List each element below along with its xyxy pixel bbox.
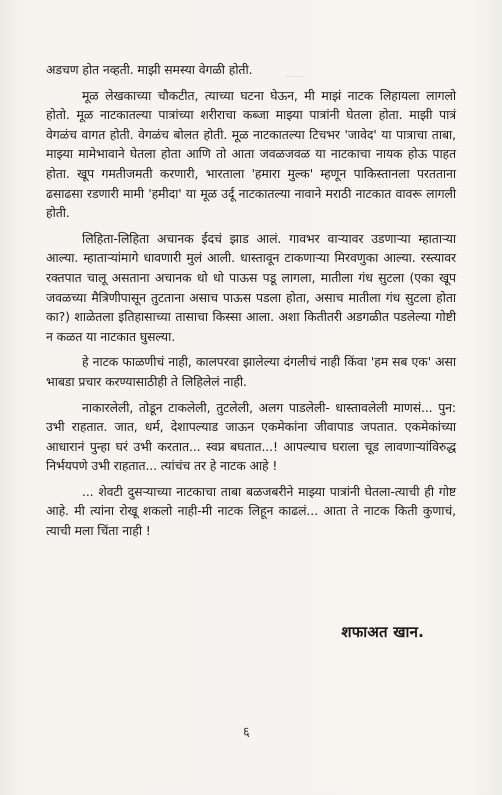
paragraph-1: अडचण होत नव्हती. माझी समस्या वेगळी होती. [46,62,253,77]
paragraph-6: ... शेवटी दुसऱ्याच्या नाटकाचा ताबा बळजबरीने माझ्या पात्रांनी घेतला-त्याची ही गोष्ट आहे. मी त्यांना रोखू शकलो नाही-मी नाटक लिहून काढलं... आता ते नाटक किती कुणाचं, त्याची मला चिंता नाही ! [46,483,456,539]
paragraph-5: नाकारलेली, तोडून टाकलेली, तुटलेली, अलग पाडलेली- धास्तावलेली माणसं... पुन: उभी राहतात. जात, धर्म, देशापल्याड जाऊन एकमेकांना जीवापाड जपतात. एकमेकांच्या आधारानं पुन्हा घरं उभी करतात... स्वप्न बघतात...! आपल्याच घराला चूड लावणाऱ्यांविरुद्ध निर्भयपणे उभी राहतात... त्यांचंच तर हे नाटक आहे ! [46,399,456,474]
paragraph-3: लिहिता-लिहिता अचानक ईदचं झाड आलं. गावभर वाऱ्यावर उडणाऱ्या म्हाताऱ्या आल्या. म्हाताऱ्यांमागे धावणारी मुलं आली. धास्तावून टाकणाऱ्या मिरवणुका आल्या. रस्त्यावर रक्तपात चालू असताना अचानक धो धो पाऊस पडू लागला, मातीला गंध सुटला (एका खूप जवळच्या मैत्रिणीपासून तुटताना असाच पाऊस पडला होता, असाच मातीला गंध सुटला होता का?) शाळेतला इतिहासाच्या तासाचा किस्सा आला. अशा कितीतरी अडगळीत पडलेल्या गोष्टी न कळत या नाटकात घुसल्या. [46,230,457,344]
body-text [46,60,456,547]
paragraph-2: मूळ लेखकाच्या चौकटीत, त्याच्या घटना घेऊन, मी माझं नाटक लिहायला लागलो होतो. मूळ नाटकातल्या पात्रांच्या शरीराचा कब्जा माझ्या पात्रांनी घेतला होता. माझी पात्रं वेगळंच वागत होती. वेगळंच बोलत होती. मूळ नाटकातल्या टिचभर 'जावेद' या पात्राचा ताबा, माझ्या मामेभावाने घेतला होता आणि तो आता जवळजवळ या नाटकाचा नायक होऊ पाहत होता. खूप गमतीजमती करणारी, भारताला 'हमारा मुल्क' म्हणून पाकिस्तानला परतताना ढसाढसा रडणारी मामी 'हमीदा' या मूळ उर्दू नाटकातल्या नावाने मराठी नाटकात वावरू लागली होती. [46,87,456,221]
author-signature: शफाअत खान. [341,623,424,641]
page-number: ६ [243,725,250,740]
paragraph-4: हे नाटक फाळणीचं नाही, कालपरवा झालेल्या दंगलीचं नाही किंवा 'हम सब एक' असा भाबडा प्रचार करण्यासाठीही ते लिहिलेलं नाही. [46,354,456,389]
